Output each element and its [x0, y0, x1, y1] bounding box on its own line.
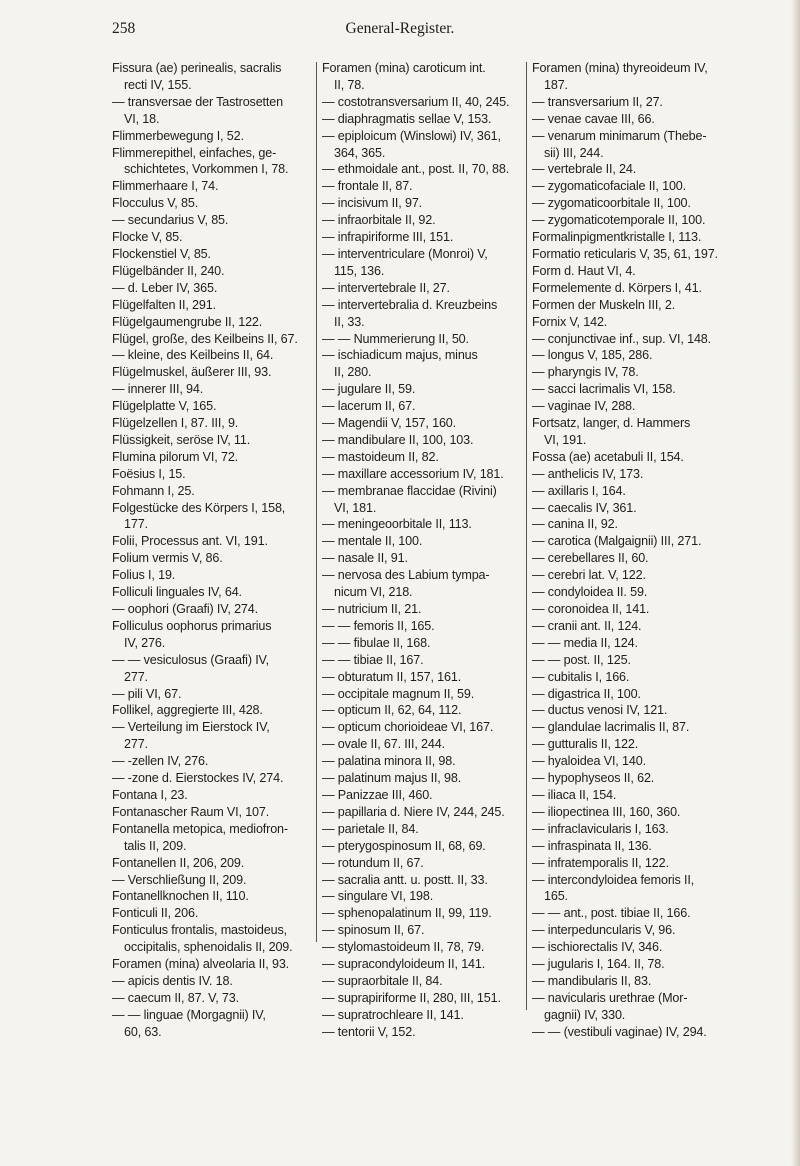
index-entry-line: — singulare VI, 198. — [322, 889, 434, 904]
index-entry-line: — supraorbitale II, 84. — [322, 973, 443, 988]
index-entry-line: — longus V, 185, 286. — [532, 348, 653, 363]
index-entry-line: — vertebrale II, 24. — [532, 162, 637, 177]
index-entry-line: — secundarius V, 85. — [112, 213, 229, 228]
index-entry-line: II, 33. — [334, 314, 365, 329]
index-entry-line: — incisivum II, 97. — [322, 196, 423, 211]
index-entry-line: — -zone d. Eierstockes IV, 274. — [112, 771, 284, 786]
index-entry-line: — parietale II, 84. — [322, 821, 419, 836]
index-entry-line: Folius I, 19. — [112, 568, 176, 583]
index-entry-line: — axillaris I, 164. — [532, 483, 626, 498]
index-entry-line: Flimmerepithel, einfaches, ge- — [112, 145, 277, 160]
index-entry-line: 364, 365. — [334, 145, 386, 160]
index-entry-line: — nasale II, 91. — [322, 551, 408, 566]
index-entry-line: — innerer III, 94. — [112, 382, 204, 397]
page-number: 258 — [112, 20, 136, 37]
index-entry-line: — mastoideum II, 82. — [322, 449, 439, 464]
index-entry-line: — digastrica II, 100. — [532, 686, 641, 701]
index-entry-line: — kleine, des Keilbeins II, 64. — [112, 348, 274, 363]
column-divider — [316, 62, 317, 942]
index-entry-line: — spinosum II, 67. — [322, 923, 425, 938]
index-entry-line: Fontanella metopica, mediofron- — [112, 821, 288, 836]
index-entry-line: — coronoidea II, 141. — [532, 602, 650, 616]
index-entry-line: — navicularis urethrae (Mor- — [532, 990, 688, 1005]
index-entry-line: — supratrochleare II, 141. — [322, 1007, 464, 1022]
index-entry-line: — ovale II, 67. III, 244. — [322, 737, 445, 752]
index-entry-line: Flügel, große, des Keilbeins II, 67. — [112, 331, 298, 346]
index-entry-line: — occipitale magnum II, 59. — [322, 686, 475, 701]
index-entry-line: — sacralia antt. u. postt. II, 33. — [322, 872, 488, 887]
index-entry-line: — infratemporalis II, 122. — [532, 855, 669, 870]
index-entry-line: II, 78. — [334, 77, 365, 92]
index-entry-line: Flimmerhaare I, 74. — [112, 179, 219, 194]
index-entry-line: Flumina pilorum VI, 72. — [112, 449, 239, 464]
index-entry-line: — — tibiae II, 167. — [322, 652, 424, 667]
index-entry-line: — venae cavae III, 66. — [532, 111, 655, 126]
index-entry-line: Folliculi linguales IV, 64. — [112, 585, 242, 600]
index-entry-line: Flügelbänder II, 240. — [112, 263, 225, 278]
index-entry-line: Formatio reticularis V, 35, 61, 197. — [532, 246, 718, 261]
index-entry-line: — interpeduncularis V, 96. — [532, 923, 676, 938]
index-entry-line: — — Nummerierung II, 50. — [322, 331, 469, 346]
index-entry-line: — nutricium II, 21. — [322, 602, 422, 616]
index-entry-line: — intercondyloidea femoris II, — [532, 872, 695, 887]
index-entry-line: — pterygospinosum II, 68, 69. — [322, 838, 486, 853]
index-entry-line: Formen der Muskeln III, 2. — [532, 297, 676, 312]
index-columns — [0, 60, 800, 1160]
index-entry-line: — palatina minora II, 98. — [322, 754, 456, 769]
index-entry-line: Foramen (mina) alveolaria II, 93. — [112, 957, 290, 972]
index-entry-line: — infraclavicularis I, 163. — [532, 821, 669, 836]
index-entry-line: — d. Leber IV, 365. — [112, 280, 218, 295]
index-entry-line: — condyloidea II. 59. — [532, 585, 648, 600]
index-entry-line: IV, 276. — [124, 635, 166, 650]
index-entry-line: — hypophyseos II, 62. — [532, 771, 655, 786]
index-entry-line: — jugularis I, 164. II, 78. — [532, 957, 665, 972]
index-entry-line: — interventriculare (Monroi) V, — [322, 246, 488, 261]
index-entry-line: — — post. II, 125. — [532, 652, 631, 667]
index-entry-line: — Verschließung II, 209. — [112, 872, 247, 887]
index-entry-line: Flügelmuskel, äußerer III, 93. — [112, 365, 272, 380]
index-entry-line: — transversarium II, 27. — [532, 94, 663, 109]
index-entry-line: Fonticulus frontalis, mastoideus, — [112, 923, 287, 938]
index-entry-line: Folium vermis V, 86. — [112, 551, 223, 566]
index-entry-line: — pharyngis IV, 78. — [532, 365, 639, 380]
index-entry-line: — lacerum II, 67. — [322, 399, 416, 414]
index-entry-line: schichtetes, Vorkommen I, 78. — [124, 162, 289, 177]
index-entry-line: — Verteilung im Eierstock IV, — [112, 720, 270, 735]
index-entry-line: 187. — [544, 77, 568, 92]
index-entry-line: — Panizzae III, 460. — [322, 787, 433, 802]
index-entry-line: Folgestücke des Körpers I, 158, — [112, 500, 286, 515]
index-entry-line: — canina II, 92. — [532, 517, 618, 532]
index-entry-line: — cerebellares II, 60. — [532, 551, 649, 566]
index-entry-line: Foësius I, 15. — [112, 466, 186, 481]
index-entry-line: — anthelicis IV, 173. — [532, 466, 644, 481]
index-entry-line: — mandibulare II, 100, 103. — [322, 432, 474, 447]
index-entry-line: 115, 136. — [334, 263, 385, 278]
index-entry-line: 277. — [124, 737, 148, 752]
index-entry-line: — opticum chorioideae VI, 167. — [322, 720, 494, 735]
index-column-2 — [322, 60, 512, 1041]
index-entry-line: Formalinpigmentkristalle I, 113. — [532, 230, 702, 245]
index-entry-line: — obturatum II, 157, 161. — [322, 669, 462, 684]
index-entry-line: — meningeoorbitale II, 113. — [322, 517, 472, 532]
index-entry-line: Fontanascher Raum VI, 107. — [112, 804, 270, 819]
index-entry-line: — gutturalis II, 122. — [532, 737, 639, 752]
index-entry-line: — palatinum majus II, 98. — [322, 771, 462, 786]
index-entry-line: Fontanellen II, 206, 209. — [112, 855, 245, 870]
index-entry-line: — papillaria d. Niere IV, 244, 245. — [322, 804, 505, 819]
index-entry-line: Flügelfalten II, 291. — [112, 297, 216, 312]
index-entry-line: — cubitalis I, 166. — [532, 669, 630, 684]
index-entry-line: II, 280. — [334, 365, 372, 380]
index-entry-line: — epiploicum (Winslowi) IV, 361, — [322, 128, 501, 143]
index-entry-line: — ductus venosi IV, 121. — [532, 703, 668, 718]
index-entry-line: — supracondyloideum II, 141. — [322, 957, 486, 972]
index-entry-line: — infraorbitale II, 92. — [322, 213, 436, 228]
index-entry-line: — rotundum II, 67. — [322, 855, 424, 870]
index-entry-line: Flocke V, 85. — [112, 230, 183, 245]
index-entry-line: Flüssigkeit, seröse IV, 11. — [112, 432, 251, 447]
index-entry-line: Flügelplatte V, 165. — [112, 399, 217, 414]
index-entry-line: — pili VI, 67. — [112, 686, 182, 701]
running-title: General-Register. — [345, 20, 455, 37]
index-entry-line: — conjunctivae inf., sup. VI, 148. — [532, 331, 712, 346]
index-entry-line: — membranae flaccidae (Rivini) — [322, 483, 497, 498]
index-entry-line: nicum VI, 218. — [334, 585, 413, 600]
index-entry-line: — costotransversarium II, 40, 245. — [322, 94, 510, 109]
index-entry-line: VI, 191. — [544, 432, 587, 447]
index-entry-line: recti IV, 155. — [124, 77, 192, 92]
index-entry-line: Flimmerbewegung I, 52. — [112, 128, 244, 143]
index-entry-line: Fontana I, 23. — [112, 787, 188, 802]
index-entry-line: — — fibulae II, 168. — [322, 635, 431, 650]
index-entry-line: Fontanellknochen II, 110. — [112, 889, 249, 904]
index-entry-line: Fonticuli II, 206. — [112, 906, 199, 921]
index-column-1 — [112, 60, 302, 1041]
index-entry-line: — mentale II, 100. — [322, 534, 423, 549]
index-entry-line: — caecalis IV, 361. — [532, 500, 637, 515]
index-entry-line: — jugulare II, 59. — [322, 382, 416, 397]
index-entry-line: Fohmann I, 25. — [112, 483, 195, 498]
index-entry-line: — — femoris II, 165. — [322, 618, 435, 633]
index-entry-line: — nervosa des Labium tympa- — [322, 568, 490, 583]
index-entry-line: — carotica (Malgaignii) III, 271. — [532, 534, 702, 549]
index-entry-line: sii) III, 244. — [544, 145, 604, 160]
index-entry-line: — -zellen IV, 276. — [112, 754, 209, 769]
index-entry-line: — zygomaticoorbitale II, 100. — [532, 196, 691, 211]
index-entry-line: Flügelgaumengrube II, 122. — [112, 314, 263, 329]
index-entry-line: — vaginae IV, 288. — [532, 399, 636, 414]
index-entry-line: VI, 181. — [334, 500, 377, 515]
index-entry-line: Flockenstiel V, 85. — [112, 246, 211, 261]
index-entry-line: — — media II, 124. — [532, 635, 638, 650]
index-entry-line: — Magendii V, 157, 160. — [322, 416, 457, 431]
index-entry-line: — mandibularis II, 83. — [532, 973, 652, 988]
index-entry-line: — cerebri lat. V, 122. — [532, 568, 646, 583]
index-entry-line: — intervertebralia d. Kreuzbeins — [322, 297, 498, 312]
index-entry-line: Form d. Haut VI, 4. — [532, 263, 636, 278]
index-entry-line: — venarum minimarum (Thebe- — [532, 128, 707, 143]
index-entry-line: — hyaloidea VI, 140. — [532, 754, 646, 769]
index-entry-line: — frontale II, 87. — [322, 179, 413, 194]
index-entry-line: — infraspinata II, 136. — [532, 838, 652, 853]
index-entry-line: — maxillare accessorium IV, 181. — [322, 466, 504, 481]
index-entry-line: Formelemente d. Körpers I, 41. — [532, 280, 702, 295]
index-entry-line: Fornix V, 142. — [532, 314, 608, 329]
index-entry-line: — diaphragmatis sellae V, 153. — [322, 111, 492, 126]
index-entry-line: Flügelzellen I, 87. III, 9. — [112, 416, 239, 431]
index-entry-line: — stylomastoideum II, 78, 79. — [322, 940, 485, 955]
index-entry-line: — — vesiculosus (Graafi) IV, — [112, 652, 270, 667]
index-entry-line: — ischiadicum majus, minus — [322, 348, 478, 363]
index-entry-line: occipitalis, sphenoidalis II, 209. — [124, 940, 293, 955]
index-entry-line: Fossa (ae) acetabuli II, 154. — [532, 449, 684, 464]
index-entry-line: — iliaca II, 154. — [532, 787, 617, 802]
index-entry-line: Foramen (mina) caroticum int. — [322, 61, 486, 75]
index-entry-line: gagnii) IV, 330. — [544, 1007, 626, 1022]
index-entry-line: Follikel, aggregierte III, 428. — [112, 703, 263, 718]
index-entry-line: — intervertebrale II, 27. — [322, 280, 450, 295]
index-column-3 — [532, 60, 727, 1041]
index-entry-line: — opticum II, 62, 64, 112. — [322, 703, 462, 718]
index-entry-line: Flocculus V, 85. — [112, 196, 199, 211]
index-entry-line: — — ant., post. tibiae II, 166. — [532, 906, 691, 921]
page-edge-shadow — [791, 0, 800, 1166]
index-entry-line: talis II, 209. — [124, 838, 187, 853]
page-header — [0, 11, 800, 41]
index-entry-line: — transversae der Tastrosetten — [112, 94, 283, 109]
index-entry-line: — sacci lacrimalis VI, 158. — [532, 382, 676, 397]
index-entry-line: 165. — [544, 889, 568, 904]
column-divider — [526, 62, 527, 1010]
index-entry-line: Folii, Processus ant. VI, 191. — [112, 534, 268, 549]
index-entry-line: 60, 63. — [124, 1024, 162, 1039]
index-entry-line: Foramen (mina) thyreoideum IV, — [532, 61, 708, 75]
index-entry-line: 177. — [124, 517, 148, 532]
index-entry-line: 277. — [124, 669, 148, 684]
index-entry-line: — ethmoidale ant., post. II, 70, 88. — [322, 162, 510, 177]
index-entry-line: — ischiorectalis IV, 346. — [532, 940, 663, 955]
index-entry-line: — cranii ant. II, 124. — [532, 618, 642, 633]
index-entry-line: — glandulae lacrimalis II, 87. — [532, 720, 690, 735]
index-entry-line: — tentorii V, 152. — [322, 1024, 416, 1039]
index-entry-line: Fissura (ae) perinealis, sacralis — [112, 61, 282, 75]
index-entry-line: — — linguae (Morgagnii) IV, — [112, 1007, 266, 1022]
index-entry-line: — oophori (Graafi) IV, 274. — [112, 602, 258, 616]
index-entry-line: — sphenopalatinum II, 99, 119. — [322, 906, 492, 921]
index-entry-line: — infrapiriforme III, 151. — [322, 230, 454, 245]
index-entry-line: — apicis dentis IV. 18. — [112, 973, 233, 988]
index-entry-line: — — (vestibuli vaginae) IV, 294. — [532, 1024, 707, 1039]
index-entry-line: — zygomaticotemporale II, 100. — [532, 213, 706, 228]
index-entry-line: Fortsatz, langer, d. Hammers — [532, 416, 691, 431]
index-entry-line: — iliopectinea III, 160, 360. — [532, 804, 681, 819]
index-entry-line: VI, 18. — [124, 111, 160, 126]
index-entry-line: — zygomaticofaciale II, 100. — [532, 179, 686, 194]
index-entry-line: — suprapiriforme II, 280, III, 151. — [322, 990, 501, 1005]
index-entry-line: Folliculus oophorus primarius — [112, 618, 272, 633]
index-entry-line: — caecum II, 87. V, 73. — [112, 990, 239, 1005]
